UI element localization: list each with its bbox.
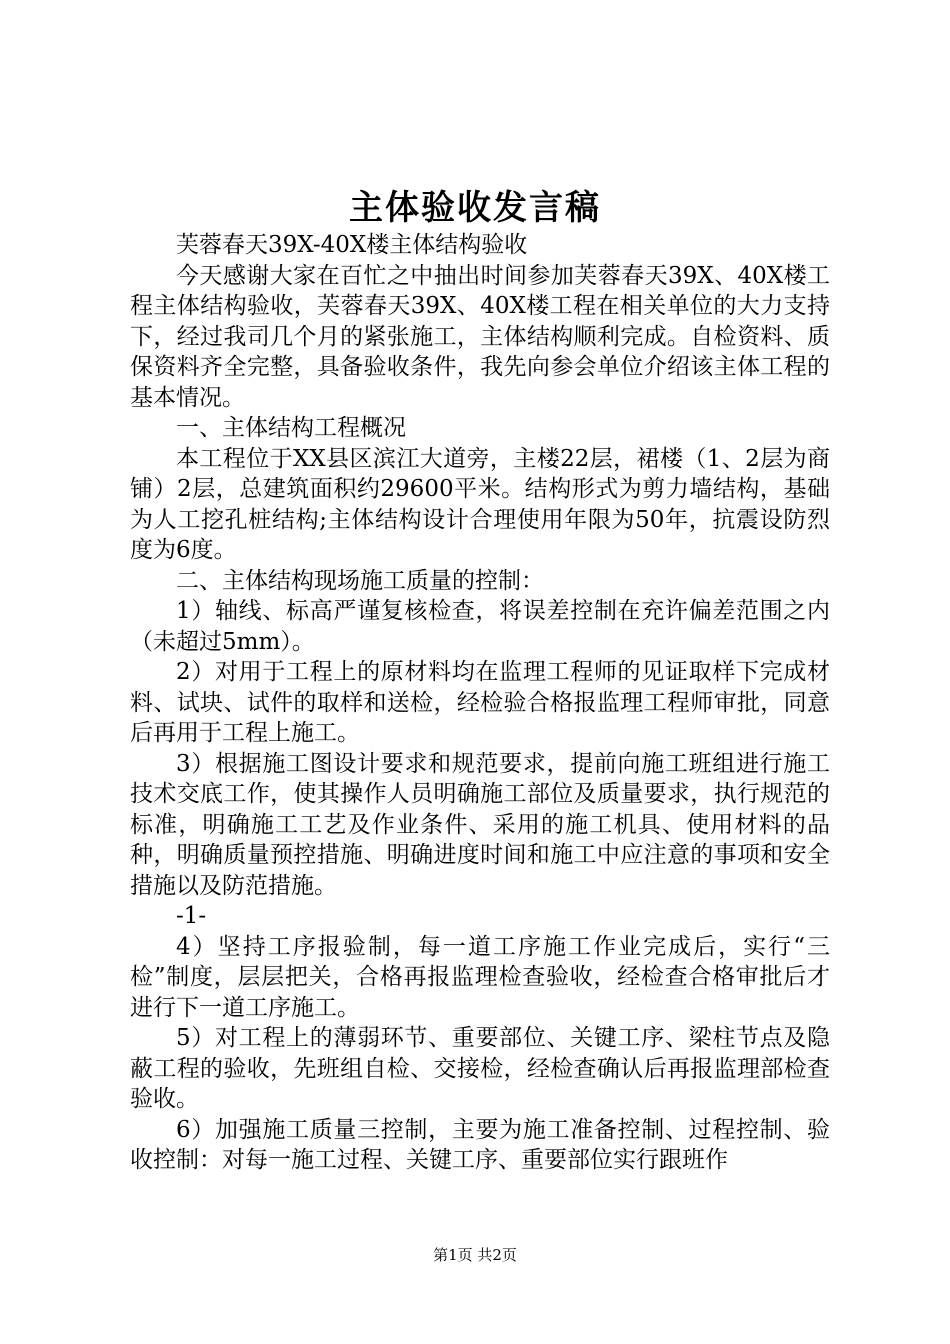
paragraph: 2）对用于工程上的原材料均在监理工程师的见证取样下完成材料、试块、试件的取样和送检，经检验合格报监理工程师审批，同意后再用于工程上施工。 bbox=[130, 659, 830, 746]
paragraph: 3）根据施工图设计要求和规范要求，提前向施工班组进行施工技术交底工作，使其操作人员明确施工部位及质量要求，执行规范的标准，明确施工工艺及作业条件、采用的施工机具、使用材料的品种，明确质量预控措施、明确进度时间和施工中应注意的事项和安全措施以及防范措施。 bbox=[130, 750, 830, 899]
paragraph: 芙蓉春天39X-40X楼主体结构验收 bbox=[176, 232, 528, 258]
section-heading: 一、主体结构工程概况 bbox=[176, 415, 406, 441]
paragraph: 1）轴线、标高严谨复核检查，将误差控制在充许偏差范围之内（未超过5mm）。 bbox=[130, 598, 830, 655]
inline-page-marker: -1- bbox=[176, 903, 207, 929]
page-footer: 第1页 共2页 bbox=[433, 1246, 517, 1264]
section-heading: 二、主体结构现场施工质量的控制： bbox=[176, 567, 544, 594]
paragraph: 6）加强施工质量三控制，主要为施工准备控制、过程控制、验收控制：对每一施工过程、关键工序、重要部位实行跟班作 bbox=[130, 1116, 830, 1173]
document-body bbox=[130, 230, 830, 1176]
document-title: 主体验收发言稿 bbox=[349, 188, 601, 228]
paragraph: 5）对工程上的薄弱环节、重要部位、关键工序、梁柱节点及隐蔽工程的验收，先班组自检、交接检，经检查确认后再报监理部检查验收。 bbox=[130, 1025, 830, 1112]
paragraph: 本工程位于XX县区滨江大道旁，主楼22层，裙楼（1、2层为商铺）2层，总建筑面积约29600平米。结构形式为剪力墙结构，基础为人工挖孔桩结构;主体结构设计合理使用年限为50年，抗震设防烈度为6度。 bbox=[130, 445, 830, 563]
paragraph: 今天感谢大家在百忙之中抽出时间参加芙蓉春天39X、40X楼工程主体结构验收，芙蓉春天39X、40X楼工程在相关单位的大力支持下，经过我司几个月的紧张施工，主体结构顺利完成。自检资料、质保资料齐全完整，具备验收条件，我先向参会单位介绍该主体工程的基本情况。 bbox=[130, 262, 830, 411]
paragraph: 4）坚持工序报验制，每一道工序施工作业完成后，实行“三检”制度，层层把关，合格再报监理检查验收，经检查合格审批后才进行下一道工序施工。 bbox=[130, 933, 830, 1021]
